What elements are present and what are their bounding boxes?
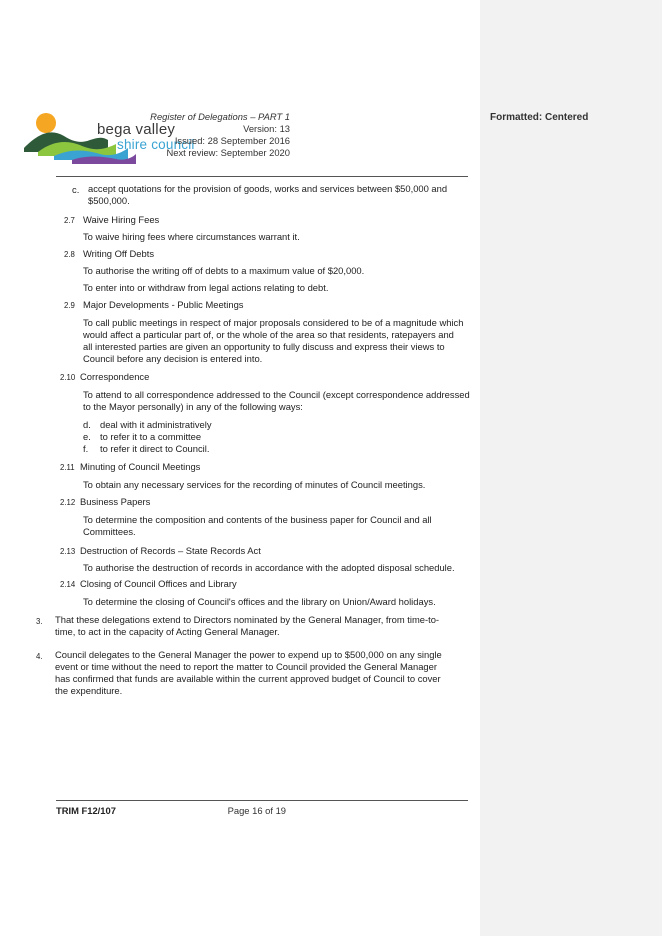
list-marker: d. — [83, 419, 91, 430]
list-item: to refer it direct to Council. — [100, 443, 210, 454]
body-text: That these delegations extend to Directors nominated by the General Manager, from time-to- — [55, 614, 440, 625]
logo-text-shire-council: shire council — [117, 137, 195, 152]
body-text: To enter into or withdraw from legal actions relating to debt. — [83, 282, 329, 293]
header-rule — [56, 176, 468, 177]
section-heading: Writing Off Debts — [83, 248, 155, 259]
section-heading: Waive Hiring Fees — [83, 214, 160, 225]
body-text: Council before any decision is entered into. — [83, 353, 263, 364]
section-heading: Correspondence — [80, 371, 150, 382]
section-heading: Closing of Council Offices and Library — [80, 578, 237, 589]
body-text: To call public meetings in respect of major proposals considered to be of a magnitude which — [83, 317, 464, 328]
page-number: Page 16 of 19 — [227, 805, 286, 816]
section-heading: Major Developments - Public Meetings — [83, 299, 244, 310]
list-marker: e. — [83, 431, 91, 442]
section-number: 2.8 — [64, 250, 75, 259]
body-text: the expenditure. — [55, 685, 123, 696]
trim-reference: TRIM F12/107 — [56, 805, 116, 816]
paragraph-number: 4. — [36, 652, 43, 661]
body-text: event or time without the need to report the matter to Council provided the General Manager — [55, 661, 437, 672]
body-text: To waive hiring fees where circumstances warrant it. — [83, 231, 300, 242]
body-text: To determine the closing of Council's offices and the library on Union/Award holidays. — [83, 596, 436, 607]
body-text: To authorise the destruction of records in accordance with the adopted disposal schedule. — [83, 562, 455, 573]
body-text: all interested parties are given an opportunity to fully discuss and express their views to — [83, 341, 445, 352]
section-number: 2.10 — [60, 373, 76, 382]
next-review: Next review: September 2020 — [166, 147, 290, 158]
body-text: To authorise the writing off of debts to a maximum value of $20,000. — [83, 265, 365, 276]
body-text: to the Mayor personally) in any of the following ways: — [83, 401, 303, 412]
section-heading: Minuting of Council Meetings — [80, 461, 201, 472]
body-text: Council delegates to the General Manager the power to expend up to $500,000 on any single — [55, 649, 442, 660]
body-text: To attend to all correspondence addressed to the Council (except correspondence addressed — [83, 389, 470, 400]
section-number: 2.7 — [64, 216, 75, 225]
section-number: 2.14 — [60, 580, 76, 589]
section-heading: Business Papers — [80, 496, 151, 507]
body-text: To determine the composition and contents of the business paper for Council and all — [83, 514, 432, 525]
body-text: time, to act in the capacity of Acting General Manager. — [55, 626, 280, 637]
formatting-comment: Formatted: Centered — [490, 112, 589, 123]
body-text: To obtain any necessary services for the recording of minutes of Council meetings. — [83, 479, 426, 490]
body-text: would affect a particular part of, or the whole of the area so that residents, ratepayers and — [83, 329, 454, 340]
section-number: 2.9 — [64, 301, 75, 310]
list-marker: f. — [83, 443, 89, 454]
logo-text-bega-valley: bega valley — [97, 121, 176, 138]
paragraph-number: 3. — [36, 617, 43, 626]
section-heading: Destruction of Records – State Records Act — [80, 545, 261, 556]
version: Version: 13 — [243, 123, 290, 134]
section-number: 2.13 — [60, 547, 76, 556]
list-marker: c. — [72, 184, 80, 195]
list-item: deal with it administratively — [100, 419, 212, 430]
issued-date: Issued: 28 September 2016 — [174, 135, 290, 146]
section-number: 2.11 — [60, 463, 75, 472]
list-item: to refer it to a committee — [100, 431, 202, 442]
document-title: Register of Delegations – PART 1 — [150, 111, 290, 122]
body-text: $500,000. — [88, 195, 130, 206]
section-number: 2.12 — [60, 498, 76, 507]
body-text: has confirmed that funds are available within the current approved budget of Council to cover — [55, 673, 441, 684]
comment-pane — [480, 0, 662, 936]
footer-rule — [56, 800, 468, 801]
body-text: accept quotations for the provision of goods, works and services between $50,000 and — [88, 183, 448, 194]
body-text: Committees. — [83, 526, 136, 537]
